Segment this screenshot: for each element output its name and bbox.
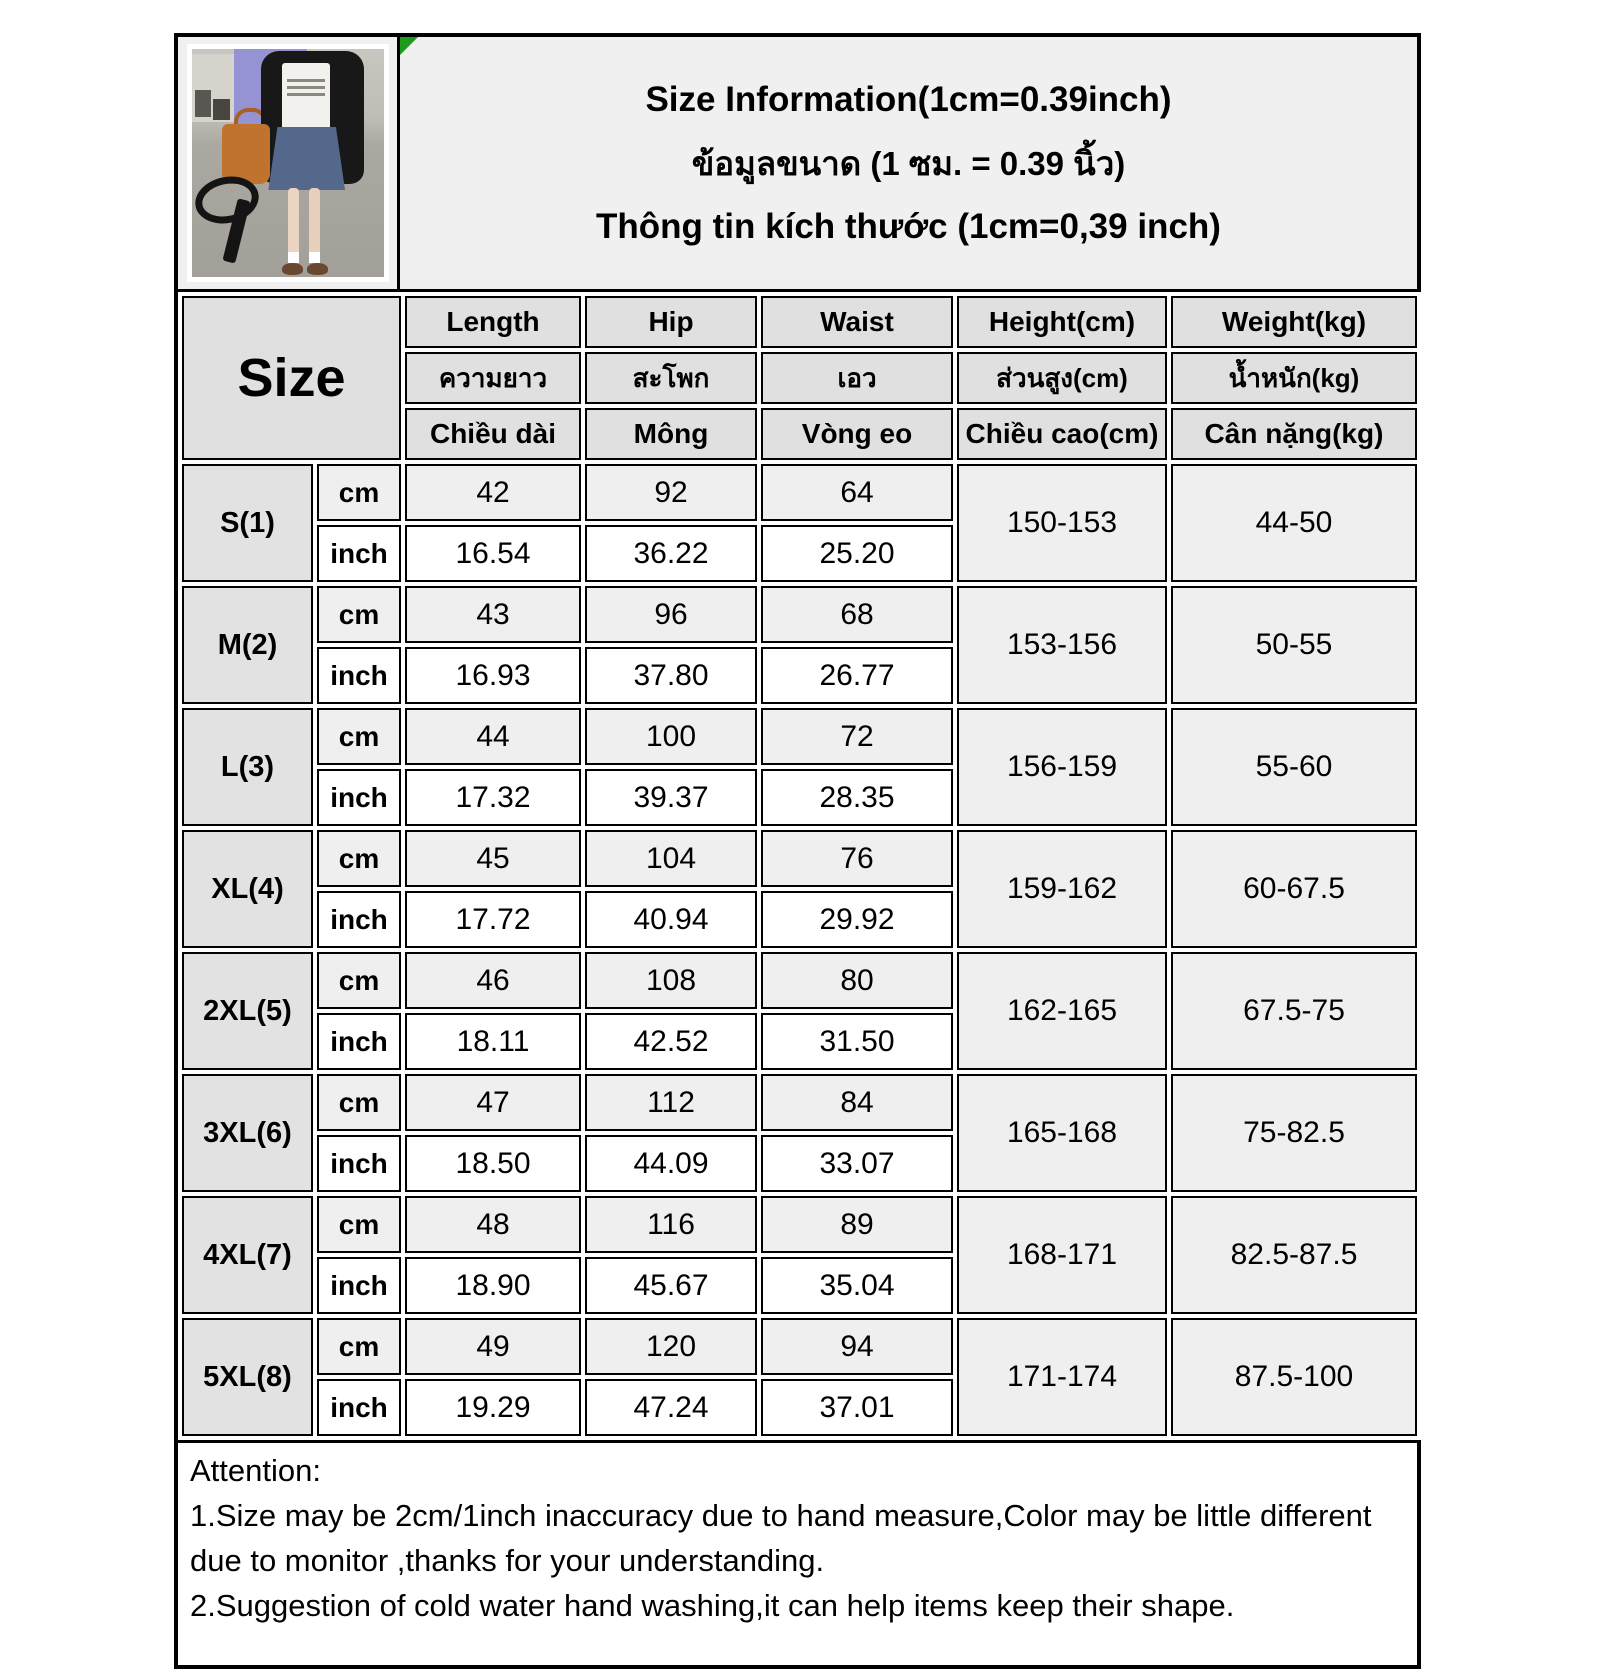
unit-cell: inch <box>317 1257 401 1314</box>
unit-cell: cm <box>317 952 401 1009</box>
col-header-length-th: ความยาว <box>405 352 581 404</box>
weight-cell: 44-50 <box>1171 464 1417 582</box>
value-cell: 25.20 <box>761 525 953 582</box>
weight-cell: 67.5-75 <box>1171 952 1417 1070</box>
value-cell: 40.94 <box>585 891 757 948</box>
col-header-waist-th: เอว <box>761 352 953 404</box>
value-cell: 48 <box>405 1196 581 1253</box>
value-cell: 120 <box>585 1318 757 1375</box>
table-row-s-cm <box>182 464 1417 521</box>
size-label-cell: M(2) <box>182 586 313 704</box>
col-header-waist-en: Waist <box>761 296 953 348</box>
attention-note-2: 2.Suggestion of cold water hand washing,it can help items keep their shape. <box>190 1587 1235 1623</box>
size-label-cell: L(3) <box>182 708 313 826</box>
value-cell: 94 <box>761 1318 953 1375</box>
size-header-cell: Size <box>182 296 401 460</box>
unit-cell: inch <box>317 525 401 582</box>
height-cell: 168-171 <box>957 1196 1167 1314</box>
corner-marker-icon <box>400 37 418 55</box>
value-cell: 37.80 <box>585 647 757 704</box>
weight-cell: 75-82.5 <box>1171 1074 1417 1192</box>
value-cell: 80 <box>761 952 953 1009</box>
col-header-hip-vi: Mông <box>585 408 757 460</box>
col-header-hip-th: สะโพก <box>585 352 757 404</box>
value-cell: 89 <box>761 1196 953 1253</box>
col-header-weight-th: น้ำหนัก(kg) <box>1171 352 1417 404</box>
photo-model-sock <box>309 252 321 263</box>
value-cell: 47 <box>405 1074 581 1131</box>
title-vietnamese: Thông tin kích thước (1cm=0,39 inch) <box>596 206 1221 246</box>
unit-cell: cm <box>317 586 401 643</box>
unit-cell: inch <box>317 1135 401 1192</box>
unit-cell: cm <box>317 1196 401 1253</box>
table-row-m-cm <box>182 586 1417 643</box>
size-label-cell: 2XL(5) <box>182 952 313 1070</box>
height-cell: 153-156 <box>957 586 1167 704</box>
value-cell: 42.52 <box>585 1013 757 1070</box>
value-cell: 96 <box>585 586 757 643</box>
table-row-2xl-cm <box>182 952 1417 1009</box>
weight-cell: 87.5-100 <box>1171 1318 1417 1436</box>
size-label-cell: 4XL(7) <box>182 1196 313 1314</box>
value-cell: 44 <box>405 708 581 765</box>
size-label-cell: 3XL(6) <box>182 1074 313 1192</box>
title-thai: ข้อมูลขนาด (1 ซม. = 0.39 นิ้ว) <box>691 144 1126 182</box>
value-cell: 18.50 <box>405 1135 581 1192</box>
value-cell: 44.09 <box>585 1135 757 1192</box>
unit-cell: inch <box>317 769 401 826</box>
title-band <box>178 37 1417 292</box>
value-cell: 104 <box>585 830 757 887</box>
photo-model-leg <box>309 188 321 261</box>
value-cell: 112 <box>585 1074 757 1131</box>
weight-cell: 60-67.5 <box>1171 830 1417 948</box>
size-label-cell: 5XL(8) <box>182 1318 313 1436</box>
title-english: Size Information(1cm=0.39inch) <box>645 79 1172 119</box>
unit-cell: inch <box>317 891 401 948</box>
value-cell: 68 <box>761 586 953 643</box>
height-cell: 171-174 <box>957 1318 1167 1436</box>
value-cell: 100 <box>585 708 757 765</box>
value-cell: 72 <box>761 708 953 765</box>
value-cell: 39.37 <box>585 769 757 826</box>
height-cell: 150-153 <box>957 464 1167 582</box>
col-header-weight-vi: Cân nặng(kg) <box>1171 408 1417 460</box>
photo-model-sock <box>288 252 300 263</box>
unit-cell: cm <box>317 1074 401 1131</box>
size-chart-sheet <box>174 33 1421 1669</box>
value-cell: 49 <box>405 1318 581 1375</box>
title-cell <box>400 37 1417 289</box>
unit-cell: inch <box>317 1013 401 1070</box>
col-header-weight-en: Weight(kg) <box>1171 296 1417 348</box>
photo-background-object <box>195 90 210 117</box>
value-cell: 26.77 <box>761 647 953 704</box>
col-header-length-vi: Chiều dài <box>405 408 581 460</box>
col-header-length-en: Length <box>405 296 581 348</box>
value-cell: 76 <box>761 830 953 887</box>
value-cell: 42 <box>405 464 581 521</box>
photo-background-object <box>213 99 230 120</box>
photo-model-leg <box>288 188 300 261</box>
height-cell: 165-168 <box>957 1074 1167 1192</box>
value-cell: 45.67 <box>585 1257 757 1314</box>
col-header-height-th: ส่วนสูง(cm) <box>957 352 1167 404</box>
col-header-waist-vi: Vòng eo <box>761 408 953 460</box>
height-cell: 162-165 <box>957 952 1167 1070</box>
unit-cell: cm <box>317 1318 401 1375</box>
table-row-5xl-cm <box>182 1318 1417 1375</box>
height-cell: 159-162 <box>957 830 1167 948</box>
unit-cell: cm <box>317 464 401 521</box>
value-cell: 45 <box>405 830 581 887</box>
value-cell: 84 <box>761 1074 953 1131</box>
value-cell: 17.32 <box>405 769 581 826</box>
value-cell: 19.29 <box>405 1379 581 1436</box>
weight-cell: 82.5-87.5 <box>1171 1196 1417 1314</box>
table-row-xl-cm <box>182 830 1417 887</box>
unit-cell: inch <box>317 1379 401 1436</box>
height-cell: 156-159 <box>957 708 1167 826</box>
attention-note-1: 1.Size may be 2cm/1inch inaccuracy due to hand measure,Color may be little different due to monitor ,thanks for your understanding. <box>190 1497 1372 1578</box>
value-cell: 16.93 <box>405 647 581 704</box>
value-cell: 31.50 <box>761 1013 953 1070</box>
value-cell: 64 <box>761 464 953 521</box>
value-cell: 18.90 <box>405 1257 581 1314</box>
value-cell: 37.01 <box>761 1379 953 1436</box>
value-cell: 28.35 <box>761 769 953 826</box>
value-cell: 46 <box>405 952 581 1009</box>
value-cell: 29.92 <box>761 891 953 948</box>
size-label-cell: S(1) <box>182 464 313 582</box>
value-cell: 36.22 <box>585 525 757 582</box>
photo-model-denim-skirt <box>268 127 345 191</box>
weight-cell: 50-55 <box>1171 586 1417 704</box>
value-cell: 18.11 <box>405 1013 581 1070</box>
size-table <box>178 292 1421 1440</box>
col-header-height-en: Height(cm) <box>957 296 1167 348</box>
table-row-4xl-cm <box>182 1196 1417 1253</box>
value-cell: 35.04 <box>761 1257 953 1314</box>
col-header-height-vi: Chiều cao(cm) <box>957 408 1167 460</box>
attention-title: Attention: <box>190 1453 321 1488</box>
value-cell: 43 <box>405 586 581 643</box>
photo-cell <box>178 37 400 289</box>
weight-cell: 55-60 <box>1171 708 1417 826</box>
value-cell: 92 <box>585 464 757 521</box>
col-header-hip-en: Hip <box>585 296 757 348</box>
product-photo <box>187 44 389 282</box>
value-cell: 108 <box>585 952 757 1009</box>
table-row-l-cm <box>182 708 1417 765</box>
value-cell: 33.07 <box>761 1135 953 1192</box>
value-cell: 116 <box>585 1196 757 1253</box>
value-cell: 17.72 <box>405 891 581 948</box>
photo-orange-bag <box>222 124 270 183</box>
photo-model-shoe <box>307 263 328 274</box>
unit-cell: cm <box>317 830 401 887</box>
attention-box <box>178 1440 1417 1665</box>
unit-cell: inch <box>317 647 401 704</box>
unit-cell: cm <box>317 708 401 765</box>
photo-model-tshirt <box>282 63 330 131</box>
value-cell: 16.54 <box>405 525 581 582</box>
value-cell: 47.24 <box>585 1379 757 1436</box>
photo-model-shoe <box>282 263 303 274</box>
size-label-cell: XL(4) <box>182 830 313 948</box>
table-row-3xl-cm <box>182 1074 1417 1131</box>
header-row-english <box>182 296 1417 348</box>
